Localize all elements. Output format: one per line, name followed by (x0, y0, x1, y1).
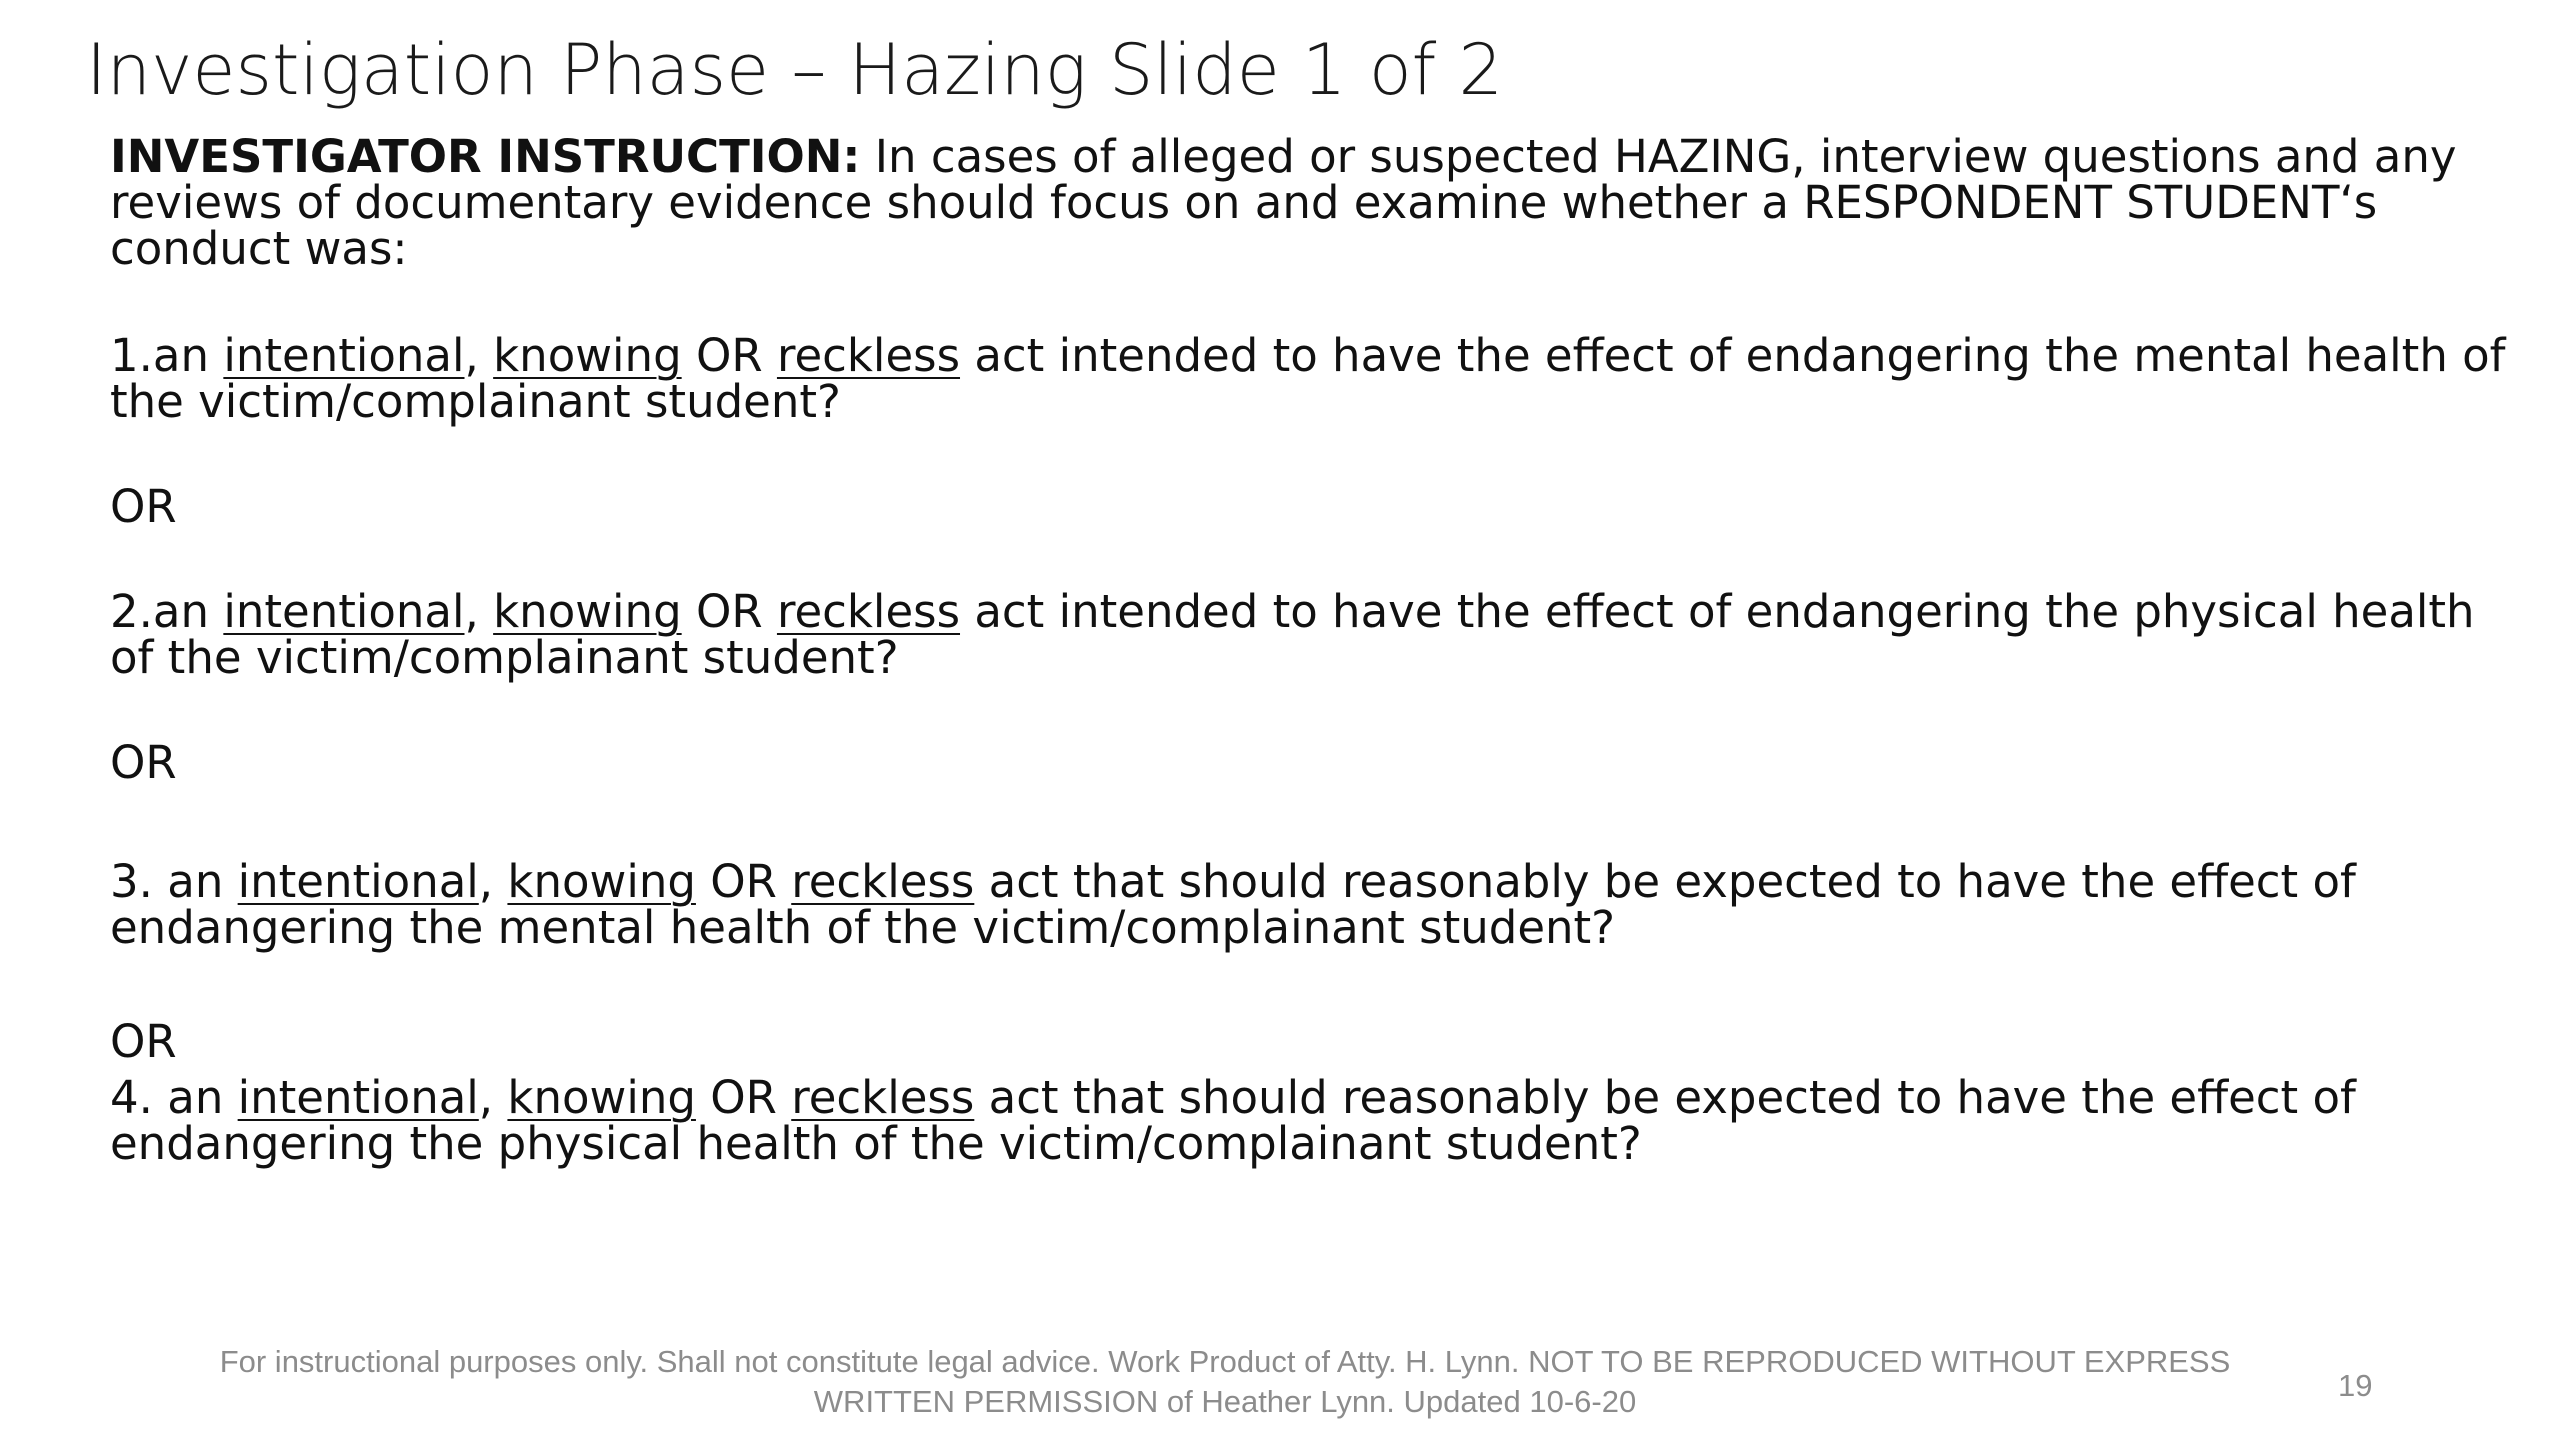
criterion-prefix: 3. an (110, 855, 238, 908)
term-intentional: intentional (237, 855, 479, 908)
term-knowing: knowing (493, 329, 682, 382)
criterion-3 (110, 855, 2520, 954)
term-reckless: reckless (776, 585, 961, 638)
term-comma: , (478, 855, 494, 908)
criterion-prefix: 4. an (110, 1071, 238, 1124)
instruction-text: In cases of alleged or suspected HAZING, interview questions and any reviews of documentary evidence should focus on and examine whether a RESPONDENT STUDENT‘s conduct was: (110, 130, 2457, 275)
term-reckless: reckless (791, 855, 975, 908)
slide-body (110, 130, 2520, 1170)
criterion-1 (110, 329, 2520, 428)
term-or: OR (695, 855, 792, 908)
slide-title: Investigation Phase – Hazing Slide 1 of 2 (86, 29, 1504, 111)
term-reckless: reckless (776, 329, 961, 382)
term-comma: , (464, 329, 479, 382)
footer-line-2: WRITTEN PERMISSION of Heather Lynn. Updated 10-6-20 (813, 1384, 1637, 1419)
term-intentional: intentional (223, 585, 465, 638)
or-separator: OR (110, 1015, 177, 1068)
criterion-prefix: 2.an (110, 585, 224, 638)
criterion-prefix: 1.an (110, 329, 224, 382)
criterion-4 (110, 1071, 2520, 1170)
footer-line-1: For instructional purposes only. Shall not constitute legal advice. Work Product of Atty. H. Lynn. NOT TO BE REPRODUCED WITHOUT EXPRESS (219, 1344, 2231, 1379)
criterion-2 (110, 585, 2520, 684)
or-separator: OR (110, 736, 177, 789)
criterion-text: act intended to have the effect of endangering the mental health of the victim/complainant student? (110, 329, 2506, 428)
term-or: OR (681, 585, 777, 638)
criterion-text: act intended to have the effect of endangering the physical health of the victim/complainant student? (110, 585, 2475, 684)
term-or: OR (681, 329, 777, 382)
investigator-instruction (110, 130, 2520, 275)
term-comma: , (478, 1071, 494, 1124)
term-knowing: knowing (507, 1071, 696, 1124)
term-intentional: intentional (237, 1071, 479, 1124)
term-or: OR (695, 1071, 792, 1124)
slide-footer (130, 1342, 2320, 1422)
criterion-text: act that should reasonably be expected to have the effect of endangering the physical health of the victim/complainant student? (110, 1071, 2356, 1170)
criterion-text: act that should reasonably be expected to have the effect of endangering the mental health of the victim/complainant student? (110, 855, 2356, 954)
instruction-label: INVESTIGATOR INSTRUCTION: (110, 130, 861, 183)
page-number: 19 (2338, 1368, 2373, 1403)
or-separator: OR (110, 480, 177, 533)
term-knowing: knowing (507, 855, 696, 908)
term-reckless: reckless (791, 1071, 975, 1124)
term-intentional: intentional (223, 329, 465, 382)
term-knowing: knowing (493, 585, 682, 638)
term-comma: , (464, 585, 479, 638)
